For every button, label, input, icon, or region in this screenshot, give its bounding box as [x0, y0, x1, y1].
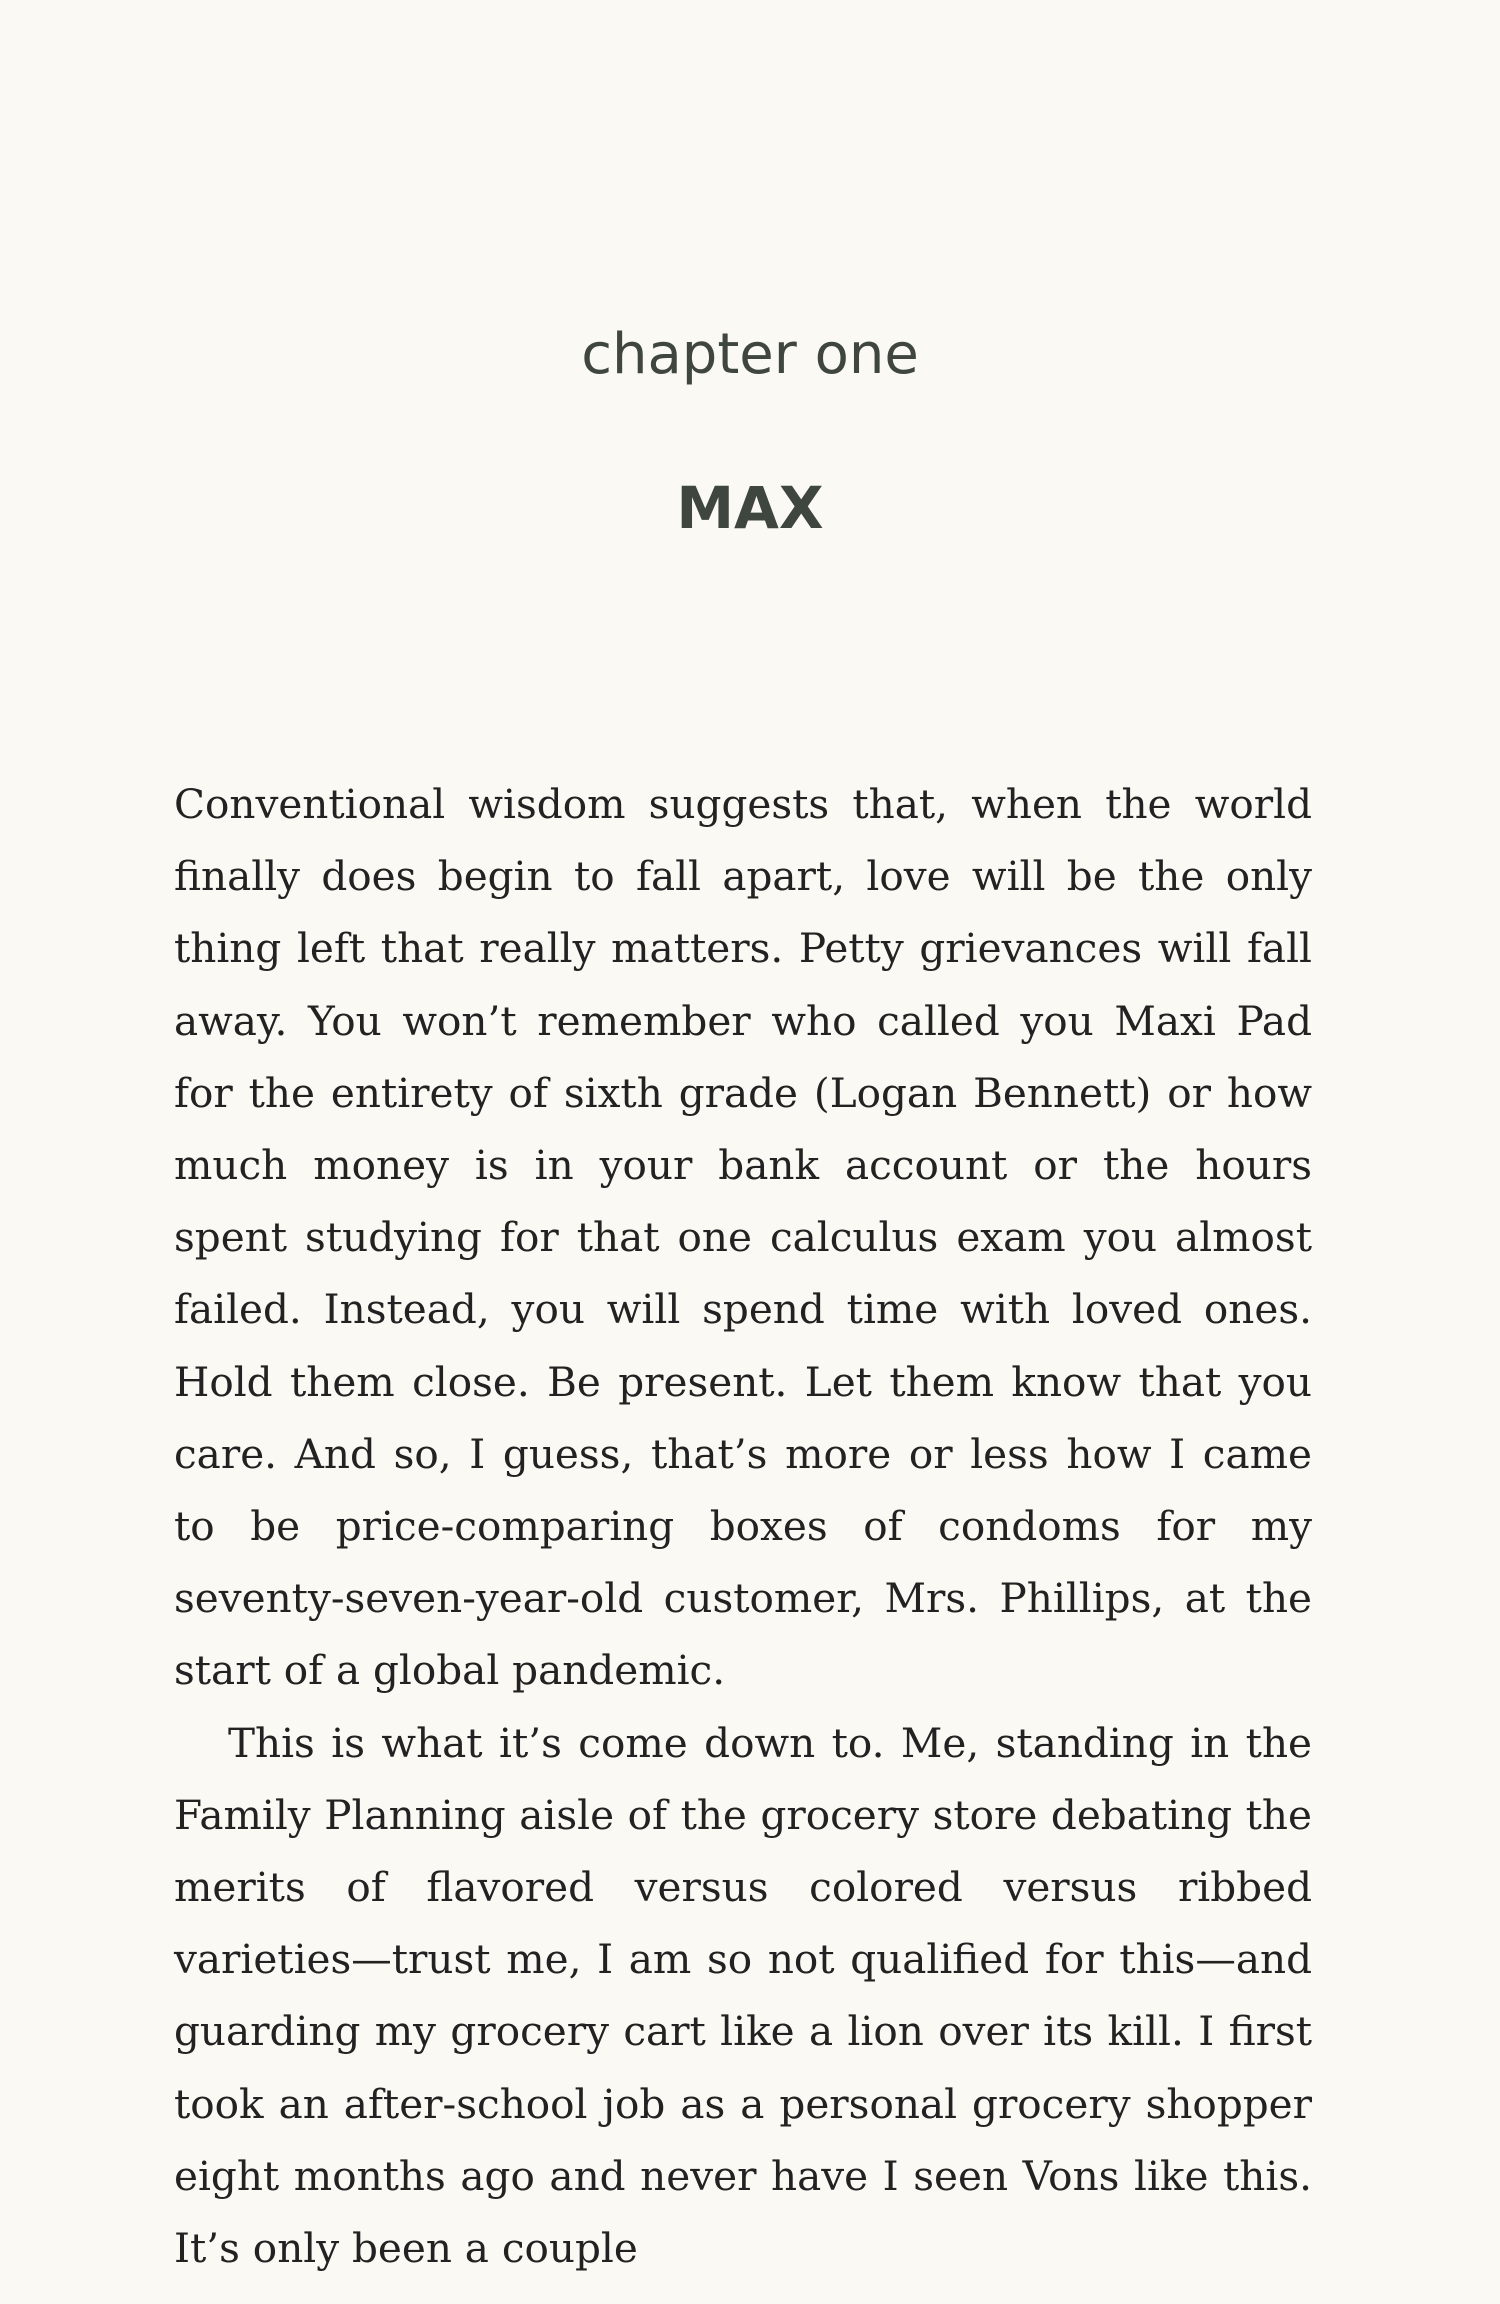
paragraph: Conventional wisdom suggests that, when the world finally does begin to fall apart, love will be the only thing left that really matters. Petty grievances will fall away. You won’t remember who called you Maxi Pad for the entirety of sixth grade (Logan Bennett) or how much money is in your bank account or the hours spent studying for that one calculus exam you almost failed. Instead, you will spend time with loved ones. Hold them close. Be present. Let them know that you care. And so, I guess, that’s more or less how I came to be price-comparing boxes of condoms for my seventy-seven-year-old customer, Mrs. Phillips, at the start of a global pandemic. [174, 780, 1312, 1695]
paragraph: This is what it’s come down to. Me, standing in the Family Planning aisle of the grocery store debating the merits of flavored versus colored versus ribbed varieties—trust me, I am so not qualified for this—and guarding my grocery cart like a lion over its kill. I first took an after-school job as a personal grocery shopper eight months ago and never have I seen Vons like this. It’s only been a couple [174, 1718, 1312, 2273]
chapter-body [174, 768, 1312, 2284]
chapter-title: MAX [676, 474, 824, 542]
chapter-label: chapter one [581, 322, 919, 387]
